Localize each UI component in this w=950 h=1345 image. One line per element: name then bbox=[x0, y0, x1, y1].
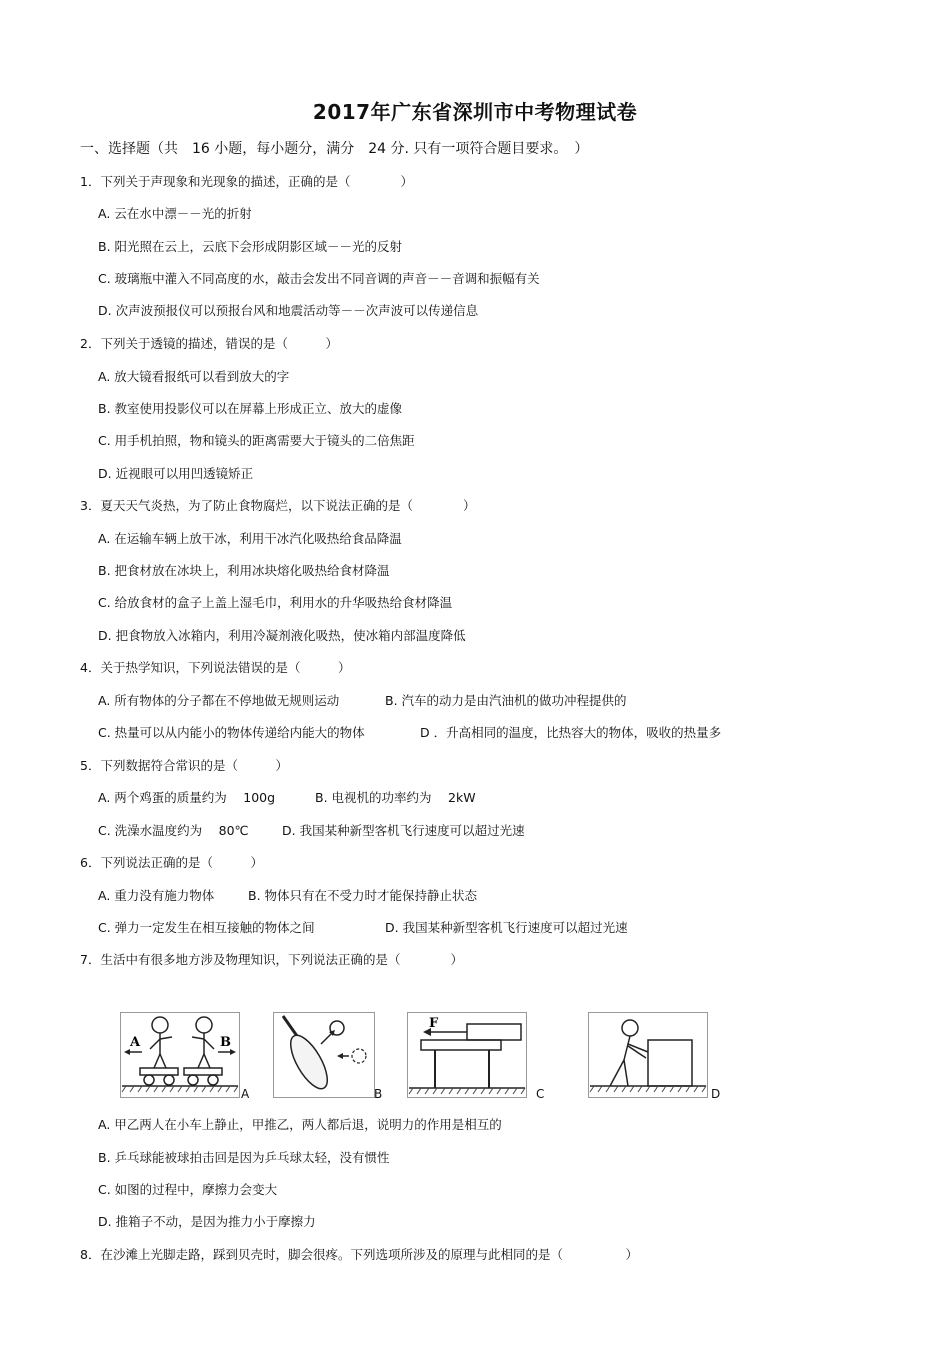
exam-title: 2017年广东省深圳市中考物理试卷 bbox=[312, 100, 638, 124]
question-3-stem: 3．夏天天气炎热，为了防止食物腐烂，以下说法正确的是（ ） bbox=[80, 498, 476, 513]
question-4-stem: 4．关于热学知识，下列说法错误的是（ ） bbox=[80, 660, 351, 675]
question-5-option-c: C. 洗澡水温度约为 80℃ bbox=[98, 823, 249, 838]
figure-a-letter-a: A bbox=[130, 1035, 141, 1050]
question-1-option-c: C. 玻璃瓶中灌入不同高度的水，敲击会发出不同音调的声音－－音调和振幅有关 bbox=[98, 271, 540, 286]
figure-a-carts bbox=[120, 1012, 240, 1098]
figure-a-label: A bbox=[241, 1087, 250, 1101]
question-1-stem: 1．下列关于声现象和光现象的描述，正确的是（ ） bbox=[80, 174, 413, 189]
question-7-option-b: B. 乒乓球能被球拍击回是因为乒乓球太轻，没有惯性 bbox=[98, 1150, 390, 1165]
figure-c-table bbox=[407, 1012, 527, 1098]
figure-c-letter-f: F bbox=[429, 1016, 439, 1031]
question-2-option-d: D. 近视眼可以用凹透镜矫正 bbox=[98, 466, 254, 481]
question-4-option-d: D ．升高相同的温度，比热容大的物体，吸收的热量多 bbox=[420, 725, 722, 740]
figure-d-push-box bbox=[588, 1012, 708, 1098]
question-8-stem: 8．在沙滩上光脚走路，踩到贝壳时，脚会很疼。下列选项所涉及的原理与此相同的是（ ） bbox=[80, 1247, 638, 1262]
question-2-option-a: A. 放大镜看报纸可以看到放大的字 bbox=[98, 369, 290, 384]
question-2-stem: 2．下列关于透镜的描述，错误的是（ ） bbox=[80, 336, 338, 351]
question-5-option-a: A. 两个鸡蛋的质量约为 100g bbox=[98, 790, 276, 805]
question-6-option-d: D. 我国某种新型客机飞行速度可以超过光速 bbox=[385, 920, 628, 935]
question-3-option-c: C. 给放食材的盒子上盖上湿毛巾，利用水的升华吸热给食材降温 bbox=[98, 595, 453, 610]
question-5-option-d: D. 我国某种新型客机飞行速度可以超过光速 bbox=[282, 823, 525, 838]
question-3-option-a: A. 在运输车辆上放干冰，利用干冰汽化吸热给食品降温 bbox=[98, 531, 402, 546]
question-1-option-b: B. 阳光照在云上，云底下会形成阴影区域－－光的反射 bbox=[98, 239, 403, 254]
question-6-option-a: A. 重力没有施力物体 bbox=[98, 888, 215, 903]
question-1-option-a: A. 云在水中漂－－光的折射 bbox=[98, 206, 252, 221]
question-7-stem: 7．生活中有很多地方涉及物理知识，下列说法正确的是（ ） bbox=[80, 952, 463, 967]
question-2-option-b: B. 教室使用投影仪可以在屏幕上形成正立、放大的虚像 bbox=[98, 401, 403, 416]
question-7-option-a: A. 甲乙两人在小车上静止，甲推乙，两人都后退，说明力的作用是相互的 bbox=[98, 1117, 502, 1132]
question-3-option-b: B. 把食材放在冰块上，利用冰块熔化吸热给食材降温 bbox=[98, 563, 390, 578]
question-2-option-c: C. 用手机拍照，物和镜头的距离需要大于镜头的二倍焦距 bbox=[98, 433, 415, 448]
figure-c-label: C bbox=[536, 1087, 545, 1101]
question-5-option-b: B. 电视机的功率约为 2kW bbox=[315, 790, 476, 805]
question-6-option-c: C. 弹力一定发生在相互接触的物体之间 bbox=[98, 920, 315, 935]
question-4-option-a: A. 所有物体的分子都在不停地做无规则运动 bbox=[98, 693, 340, 708]
question-7-option-d: D. 推箱子不动，是因为推力小于摩擦力 bbox=[98, 1214, 316, 1229]
question-1-option-d: D. 次声波预报仪可以预报台风和地震活动等－－次声波可以传递信息 bbox=[98, 303, 479, 318]
question-4-option-c: C. 热量可以从内能小的物体传递给内能大的物体 bbox=[98, 725, 365, 740]
question-5-stem: 5．下列数据符合常识的是（ ） bbox=[80, 758, 288, 773]
figure-d-label: D bbox=[711, 1087, 721, 1101]
figure-a-letter-b: B bbox=[220, 1035, 231, 1050]
question-6-option-b: B. 物体只有在不受力时才能保持静止状态 bbox=[248, 888, 478, 903]
section-heading: 一、选择题（共 16 小题，每小题分，满分 24 分. 只有一项符合题目要求。 ） bbox=[80, 141, 589, 157]
question-7-option-c: C. 如图的过程中，摩擦力会变大 bbox=[98, 1182, 278, 1197]
figure-b-label: B bbox=[374, 1087, 383, 1101]
figure-b-paddle bbox=[273, 1012, 375, 1098]
question-3-option-d: D. 把食物放入冰箱内，利用冷凝剂液化吸热，使冰箱内部温度降低 bbox=[98, 628, 466, 643]
question-4-option-b: B. 汽车的动力是由汽油机的做功冲程提供的 bbox=[385, 693, 627, 708]
question-6-stem: 6．下列说法正确的是（ ） bbox=[80, 855, 263, 870]
